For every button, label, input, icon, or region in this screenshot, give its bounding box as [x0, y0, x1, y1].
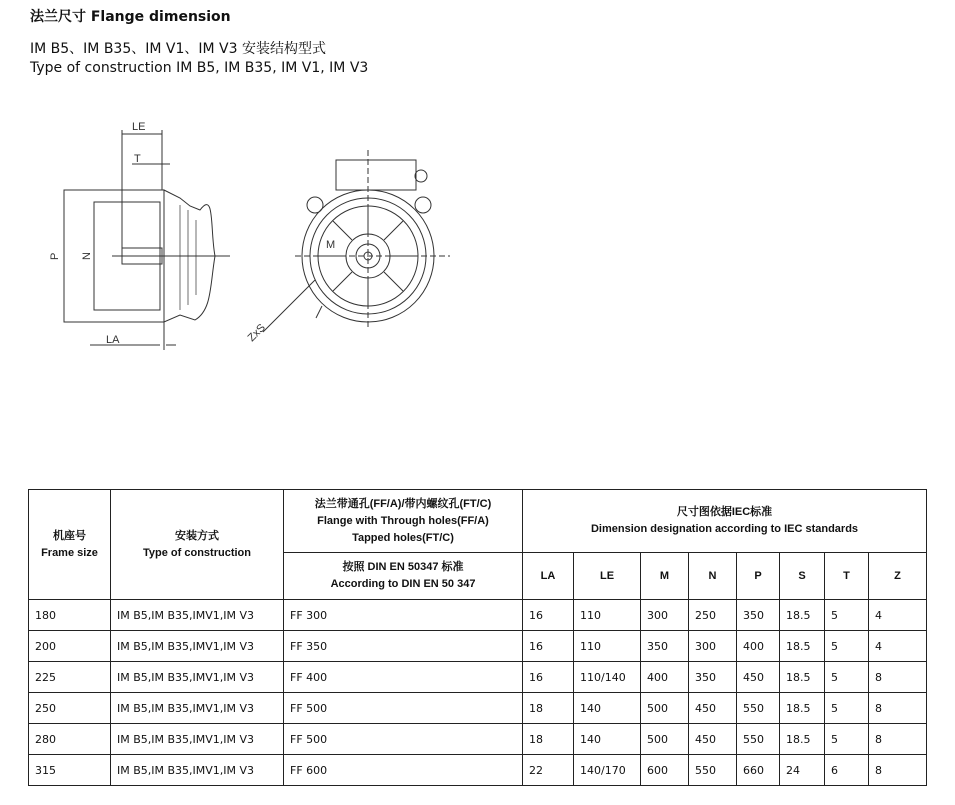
table-cell: 350	[641, 631, 689, 662]
header-flange	[284, 490, 523, 553]
table-cell: 8	[869, 755, 927, 786]
header-frame-size-en: Frame size	[41, 546, 98, 559]
front-view	[263, 150, 450, 332]
header-frame-size-cn: 机座号	[53, 529, 86, 542]
table-cell: 18.5	[780, 662, 825, 693]
table-row	[29, 600, 927, 631]
column-header-t: T	[825, 553, 869, 600]
column-header-le: LE	[574, 553, 641, 600]
table-cell: 250	[29, 693, 111, 724]
table-cell: 18.5	[780, 600, 825, 631]
table-cell: 450	[689, 693, 737, 724]
header-type-cn: 安装方式	[175, 529, 219, 542]
column-header-z: Z	[869, 553, 927, 600]
header-frame-size	[29, 490, 111, 600]
header-flange-en-through: Flange with Through holes(FF/A)	[317, 514, 489, 527]
table-cell: FF 350	[284, 631, 523, 662]
table-cell: 5	[825, 724, 869, 755]
header-din-en: According to DIN EN 50 347	[330, 578, 476, 590]
table-cell: 140/170	[574, 755, 641, 786]
table-cell: 22	[523, 755, 574, 786]
table-cell: 300	[641, 600, 689, 631]
subtitle-en: Type of construction IM B5, IM B35, IM V1, IM V3	[30, 60, 369, 76]
table-cell: 18	[523, 724, 574, 755]
flange-dimension-drawing	[40, 110, 460, 360]
header-type-of-construction	[111, 490, 284, 600]
table-cell: IM B5,IM B35,IMV1,IM V3	[111, 662, 284, 693]
table-cell: 18.5	[780, 631, 825, 662]
header-type-en: Type of construction	[143, 546, 251, 559]
table-cell: 600	[641, 755, 689, 786]
table-cell: 5	[825, 631, 869, 662]
table-cell: 400	[737, 631, 780, 662]
label-LA: LA	[106, 334, 120, 346]
table-cell: 110/140	[574, 662, 641, 693]
table-cell: 110	[574, 600, 641, 631]
header-din-cn: 按照 DIN EN 50347 标准	[342, 561, 464, 573]
header-dimension-designation	[523, 490, 927, 553]
table-cell: 140	[574, 724, 641, 755]
header-din-standard	[284, 553, 523, 600]
side-view	[64, 130, 230, 350]
header-flange-en-tapped: Tapped holes(FT/C)	[352, 531, 454, 544]
table-cell: 18.5	[780, 724, 825, 755]
table-row	[29, 662, 927, 693]
table-cell: 16	[523, 662, 574, 693]
table-cell: 400	[641, 662, 689, 693]
table-cell: 18.5	[780, 693, 825, 724]
column-header-s: S	[780, 553, 825, 600]
table-cell: IM B5,IM B35,IMV1,IM V3	[111, 631, 284, 662]
column-header-p: P	[737, 553, 780, 600]
table-cell: 16	[523, 600, 574, 631]
table-row	[29, 724, 927, 755]
table-cell: 110	[574, 631, 641, 662]
table-cell: 8	[869, 693, 927, 724]
label-P: P	[49, 252, 61, 260]
table-row	[29, 693, 927, 724]
table-cell: FF 300	[284, 600, 523, 631]
table-cell: 5	[825, 600, 869, 631]
column-header-la: LA	[523, 553, 574, 600]
table-cell: FF 600	[284, 755, 523, 786]
label-T: T	[134, 153, 141, 165]
table-cell: 300	[689, 631, 737, 662]
table-cell: 315	[29, 755, 111, 786]
table-cell: 550	[737, 724, 780, 755]
column-header-n: N	[689, 553, 737, 600]
table-cell: 500	[641, 724, 689, 755]
label-N: N	[81, 252, 93, 260]
table-cell: 280	[29, 724, 111, 755]
table-cell: 18	[523, 693, 574, 724]
table-cell: 4	[869, 631, 927, 662]
table-cell: FF 400	[284, 662, 523, 693]
subtitle-cn: IM B5、IM B35、IM V1、IM V3 安装结构型式	[30, 41, 326, 57]
table-cell: FF 500	[284, 724, 523, 755]
table-cell: 8	[869, 662, 927, 693]
table-cell: 250	[689, 600, 737, 631]
header-dim-en: Dimension designation according to IEC standards	[590, 523, 859, 535]
table-cell: IM B5,IM B35,IMV1,IM V3	[111, 600, 284, 631]
table-cell: 550	[737, 693, 780, 724]
table-cell: FF 500	[284, 693, 523, 724]
table-cell: IM B5,IM B35,IMV1,IM V3	[111, 693, 284, 724]
table-cell: IM B5,IM B35,IMV1,IM V3	[111, 724, 284, 755]
table-cell: 500	[641, 693, 689, 724]
table-cell: 350	[689, 662, 737, 693]
table-body	[29, 600, 927, 786]
label-ZxS: ZxS	[245, 321, 268, 345]
table-cell: 450	[737, 662, 780, 693]
table-row	[29, 631, 927, 662]
table-cell: 550	[689, 755, 737, 786]
table-row	[29, 755, 927, 786]
table-cell: 6	[825, 755, 869, 786]
label-M: M	[326, 239, 336, 251]
flange-dimension-table	[28, 489, 927, 786]
table-cell: 225	[29, 662, 111, 693]
page-title: 法兰尺寸 Flange dimension	[30, 9, 231, 25]
header-dim-cn: 尺寸图依据IEC标准	[676, 506, 773, 518]
table-cell: IM B5,IM B35,IMV1,IM V3	[111, 755, 284, 786]
header-flange-cn: 法兰带通孔(FF/A)/带内螺纹孔(FT/C)	[314, 497, 492, 510]
table-cell: 5	[825, 662, 869, 693]
table-cell: 8	[869, 724, 927, 755]
label-LE: LE	[132, 121, 146, 133]
table-cell: 200	[29, 631, 111, 662]
table-cell: 180	[29, 600, 111, 631]
table-cell: 350	[737, 600, 780, 631]
table-cell: 24	[780, 755, 825, 786]
table-cell: 16	[523, 631, 574, 662]
table-cell: 5	[825, 693, 869, 724]
table-cell: 140	[574, 693, 641, 724]
table-cell: 450	[689, 724, 737, 755]
column-header-m: M	[641, 553, 689, 600]
header-row	[29, 490, 927, 553]
table-cell: 4	[869, 600, 927, 631]
table-cell: 660	[737, 755, 780, 786]
